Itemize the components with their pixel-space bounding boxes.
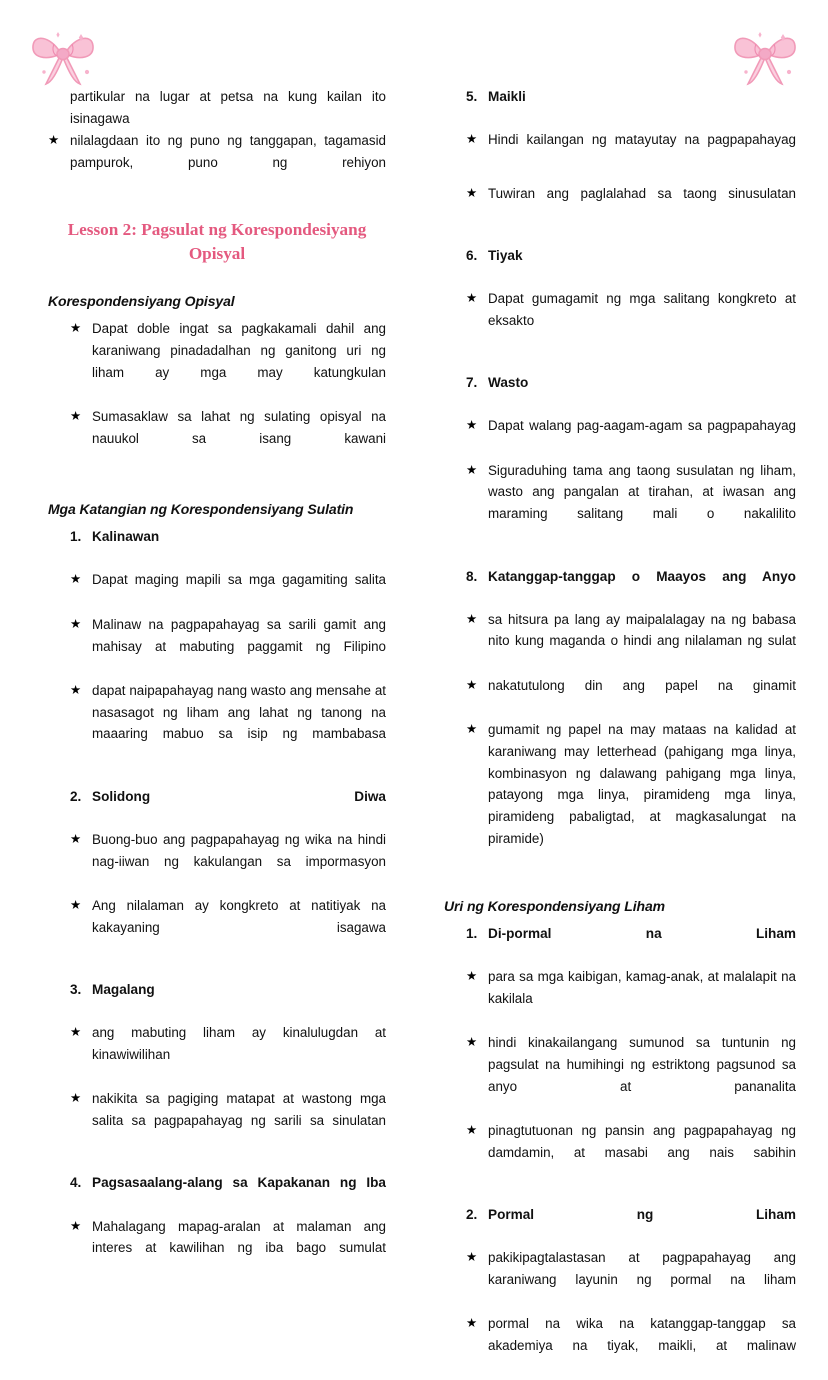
list-item-text: para sa mga kaibigan, kamag-anak, at malalapit na kakilala bbox=[488, 969, 796, 1006]
list-item bbox=[466, 129, 796, 172]
numbered-item-heading bbox=[70, 786, 386, 828]
star-bullet-icon: ★ bbox=[466, 185, 478, 200]
star-bullet-icon: ★ bbox=[466, 1035, 478, 1050]
list-item bbox=[466, 719, 796, 871]
spacer bbox=[444, 1186, 796, 1204]
list-item bbox=[70, 829, 386, 894]
section-heading: Uri ng Korespondensiyang Liham bbox=[444, 898, 666, 915]
list-item bbox=[70, 1088, 386, 1153]
list-item-text: pormal na wika na katanggap-tanggap sa akademiya na tiyak, maikli, at malinaw bbox=[488, 1316, 796, 1354]
star-bullet-icon: ★ bbox=[70, 682, 82, 697]
list-item-text: hindi kinakailangang sumunod sa tuntunin ng pagsulat na humihingi ng estriktong pagsunod sa anyo at pananalita bbox=[488, 1035, 796, 1094]
star-bullet-icon: ★ bbox=[70, 616, 82, 631]
list-item-text: sa hitsura pa lang ay maipalalagay na ng babasa nito kung maganda o hindi ang nilalaman ng sulat bbox=[488, 611, 796, 649]
numbered-item-heading bbox=[466, 86, 796, 128]
star-bullet-icon: ★ bbox=[466, 132, 478, 147]
item-title: Kalinawan bbox=[92, 529, 160, 545]
list-item bbox=[466, 1032, 796, 1119]
list-item-text: ang mabuting liham ay kinalulugdan at kinawiwilihan bbox=[92, 1025, 386, 1062]
numbered-item bbox=[444, 566, 796, 872]
spacer bbox=[48, 961, 386, 979]
list-item-text: pakikipagtalastasan at pagpapahayag ang karaniwang layunin ng pormal na liham bbox=[488, 1250, 796, 1288]
numbered-item bbox=[444, 923, 796, 1185]
list-item-text: gumamit ng papel na may mataas na kalidad at karaniwang may letterhead (pahigang mga linya, kombinasyon ng dalawang pahigang mga linya, patayong mga linya, piramideng mga linya, piramideng pabaligtad, at magkasalungat na piramide) bbox=[488, 722, 796, 846]
item-number: 8. bbox=[466, 568, 478, 584]
spacer bbox=[444, 548, 796, 566]
section-heading: Mga Katangian ng Korespondensiyang Sulatin bbox=[48, 501, 354, 518]
item-number: 7. bbox=[466, 375, 478, 391]
list-item-text: nakatutulong din ang papel na ginamit bbox=[488, 677, 796, 693]
star-bullet-icon: ★ bbox=[70, 1091, 82, 1106]
spacer bbox=[48, 1154, 386, 1172]
list-item-text: Dapat gumagamit ng mga salitang kongkreto at eksakto bbox=[488, 291, 796, 328]
list-item bbox=[70, 569, 386, 612]
list-item bbox=[466, 415, 796, 458]
numbered-item bbox=[48, 526, 386, 766]
item-title: Maikli bbox=[488, 89, 526, 104]
right-column bbox=[414, 86, 828, 1380]
list-item-text: pinagtutuonan ng pansin ang pagpapahayag ng damdamin, at masabi ang nais sabihin bbox=[488, 1123, 796, 1160]
item-number: 6. bbox=[466, 247, 478, 263]
list-item bbox=[466, 1120, 796, 1185]
star-bullet-icon: ★ bbox=[466, 1250, 478, 1265]
star-bullet-icon: ★ bbox=[70, 321, 82, 336]
list-item bbox=[466, 460, 796, 547]
item-title: Katanggap-tanggap o Maayos ang Anyo bbox=[488, 568, 796, 584]
star-bullet-icon: ★ bbox=[70, 898, 82, 912]
numbered-item-heading bbox=[70, 526, 386, 568]
numbered-item bbox=[444, 86, 796, 226]
item-title: Di-pormal na Liham bbox=[488, 926, 796, 942]
item-title: Pagsasaalang-alang sa Kapakanan ng Iba bbox=[92, 1175, 386, 1191]
numbered-item bbox=[48, 786, 386, 960]
numbered-item bbox=[48, 979, 386, 1153]
item-title: Magalang bbox=[92, 982, 155, 998]
continuation-text: partikular na lugar at petsa na kung kailan ito isinagawa bbox=[70, 89, 386, 126]
item-number: 3. bbox=[70, 982, 82, 998]
numbered-item bbox=[48, 1172, 386, 1280]
star-bullet-icon: ★ bbox=[70, 409, 82, 424]
numbered-item bbox=[444, 245, 796, 353]
star-bullet-icon: ★ bbox=[466, 462, 478, 477]
spacer bbox=[48, 768, 386, 786]
numbered-item-heading bbox=[466, 245, 796, 287]
item-number: 2. bbox=[70, 788, 82, 804]
numbered-item-heading bbox=[466, 923, 796, 965]
star-bullet-icon: ★ bbox=[466, 1123, 478, 1138]
two-column-body bbox=[0, 86, 828, 1380]
list-item bbox=[466, 1313, 796, 1378]
left-column bbox=[0, 86, 414, 1380]
star-bullet-icon: ★ bbox=[48, 133, 60, 148]
item-title: Tiyak bbox=[488, 247, 523, 263]
list-item bbox=[466, 675, 796, 718]
list-item-text: Dapat maging mapili sa mga gagamiting salita bbox=[92, 572, 386, 588]
star-bullet-icon: ★ bbox=[466, 1316, 478, 1331]
numbered-item bbox=[444, 1204, 796, 1378]
item-title: Wasto bbox=[488, 375, 529, 391]
list-item bbox=[48, 406, 386, 471]
list-item bbox=[466, 288, 796, 353]
item-number: 4. bbox=[70, 1175, 82, 1191]
star-bullet-icon: ★ bbox=[466, 677, 478, 692]
list-item-text: Malinaw na pagpapahayag sa sarili gamit ang mahisay at mabuting paggamit ng Filipino bbox=[92, 616, 386, 654]
list-item-text: Mahalagang mapag-aralan at malaman ang interes at kawilihan ng iba bago sumulat bbox=[92, 1218, 386, 1256]
list-item bbox=[70, 614, 386, 679]
numbered-item bbox=[444, 372, 796, 546]
list-item-text: Buong-buo ang pagpapahayag ng wika na hindi nag-iiwan ng kakulangan sa impormasyon bbox=[92, 831, 386, 869]
list-item-text: dapat naipapahayag nang wasto ang mensahe at nasasagot ng liham ang lahat ng tanong na maaaring mabuo sa isip ng mambabasa bbox=[92, 682, 386, 742]
item-number: 5. bbox=[466, 89, 478, 104]
star-bullet-icon: ★ bbox=[466, 611, 478, 626]
numbered-item-heading bbox=[466, 566, 796, 608]
numbered-item-heading bbox=[70, 979, 386, 1021]
pink-bow-icon bbox=[726, 16, 804, 92]
list-item-text: Siguraduhing tama ang taong susulatan ng liham, wasto ang pangalan at tirahan, at iwasan ang maraming salitang mali o nakalilito bbox=[488, 462, 796, 522]
list-item-text: Dapat walang pag-aagam-agam sa pagpapahayag bbox=[488, 418, 796, 434]
list-item-text: nakikita sa pagiging matapat at wastong mga salita sa pagpapahayag ng sarili sa sinulatan bbox=[92, 1091, 386, 1129]
list-item bbox=[466, 966, 796, 1031]
list-item-text: Ang nilalaman ay kongkreto at natitiyak na kakayaning isagawa bbox=[92, 898, 386, 935]
list-item-text: Hindi kailangan ng matayutay na pagpapahayag bbox=[488, 132, 796, 148]
item-number: 2. bbox=[466, 1207, 478, 1223]
list-item bbox=[466, 609, 796, 674]
numbered-item-heading bbox=[466, 372, 796, 414]
pink-bow-icon bbox=[24, 16, 102, 92]
item-number: 1. bbox=[70, 529, 82, 545]
list-item-text: Tuwiran ang paglalahad sa taong sinusulatan bbox=[488, 185, 796, 201]
list-item bbox=[466, 183, 796, 226]
lesson-title: Lesson 2: Pagsulat ng Korespondesiyang Opisyal bbox=[67, 219, 367, 264]
list-item-text: Dapat doble ingat sa pagkakamali dahil ang karaniwang pinadadalhan ng ganitong uri ng liham ay mga may katungkulan bbox=[92, 321, 386, 380]
list-item bbox=[70, 895, 386, 960]
star-bullet-icon: ★ bbox=[466, 722, 478, 737]
star-bullet-icon: ★ bbox=[70, 1218, 82, 1233]
section-heading: Korespondensiyang Opisyal bbox=[48, 293, 235, 310]
item-title: Pormal ng Liham bbox=[488, 1207, 796, 1223]
item-number: 1. bbox=[466, 926, 478, 942]
spacer bbox=[444, 872, 796, 898]
list-item bbox=[70, 1216, 386, 1281]
star-bullet-icon: ★ bbox=[70, 831, 82, 846]
item-title: Solidong Diwa bbox=[92, 788, 386, 804]
list-item-text: nilalagdaan ito ng puno ng tanggapan, tagamasid pampurok, puno ng rehiyon bbox=[70, 133, 386, 171]
spacer bbox=[444, 227, 796, 245]
spacer bbox=[444, 354, 796, 372]
list-item bbox=[48, 130, 386, 195]
star-bullet-icon: ★ bbox=[466, 418, 478, 433]
list-item bbox=[48, 318, 386, 405]
numbered-item-heading bbox=[466, 1204, 796, 1246]
numbered-item-heading bbox=[70, 1172, 386, 1214]
star-bullet-icon: ★ bbox=[70, 1025, 82, 1040]
star-bullet-icon: ★ bbox=[466, 291, 478, 306]
list-item bbox=[70, 1022, 386, 1087]
star-bullet-icon: ★ bbox=[70, 572, 82, 587]
list-item-text: Sumasaklaw sa lahat ng sulating opisyal na nauukol sa isang kawani bbox=[92, 409, 386, 446]
spacer bbox=[466, 174, 796, 183]
list-item bbox=[70, 680, 386, 767]
list-item bbox=[466, 1247, 796, 1312]
star-bullet-icon: ★ bbox=[466, 969, 478, 984]
